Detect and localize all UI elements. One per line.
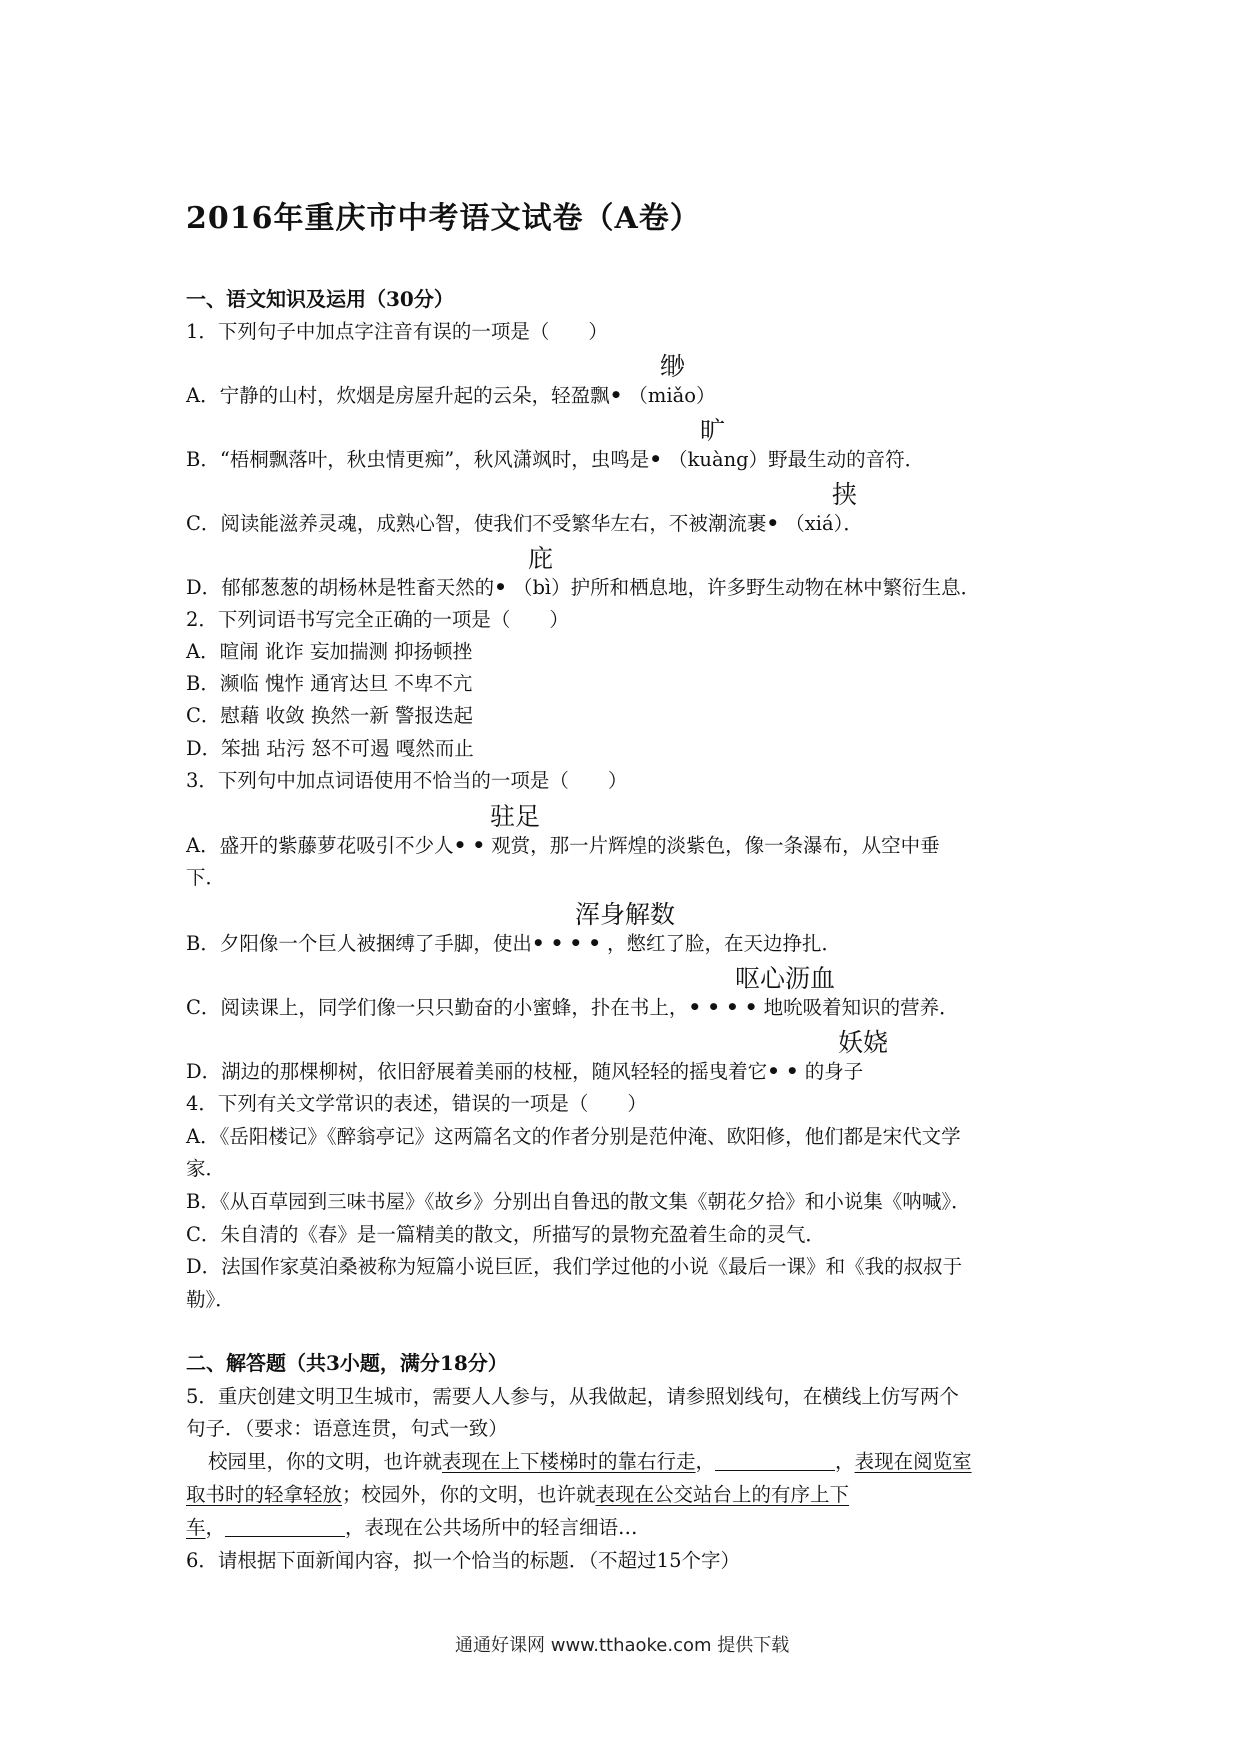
q5-comma: ， [695,1450,716,1473]
q1-a-pinyin: （miǎo） [628,384,716,407]
q1-b-text: B．“梧桐飘落叶，秋虫情更痴”，秋风潇飒时，虫鸣是 [186,448,650,471]
q4-option-d: D．法国作家莫泊桑被称为短篇小说巨匠，我们学过他的小说《最后一课》和《我的叔叔于 [186,1255,963,1278]
q2-option-d: D．笨拙 玷污 怒不可遏 嘎然而止 [186,737,474,760]
q3-a-text-end: 观赏，那一片辉煌的淡紫色，像一条瀑布，从空中垂 [491,834,940,857]
q4-option-a-cont: 家． [186,1157,226,1180]
q5-example-underline-1: 表现在上下楼梯时的靠右行走 [442,1450,696,1473]
q3-d-text-end: 的身子 [804,1060,864,1083]
q3-b-dots: •••• [531,931,607,955]
q3-b-text-end: ，憋红了脸，在天边挣扎． [606,932,841,955]
q4-option-d-cont: 勒》． [186,1288,235,1311]
q3-a-dots: •• [453,833,492,857]
q1-d-pinyin: （bì）护所和栖息地，许多野生动物在林中繁衍生息． [512,576,981,599]
q5-line-1 [208,1446,972,1474]
q3-option-a-cont: 下． [186,866,226,889]
section-heading-1: 一、语文知识及运用（30分） [186,287,454,311]
q1-b-dot: • [649,447,669,471]
q1-d-text: D．郁郁葱葱的胡杨林是牲畜天然的 [186,576,495,599]
q1-option-b [186,444,924,472]
q5-example-underline-3-cont: 车 [186,1516,206,1539]
q3-a-text: A．盛开的紫藤萝花吸引不少人 [186,834,454,857]
page-title: 2016年重庆市中考语文试卷（A卷） [186,201,701,236]
q5-text: ；校园外，你的文明，也许就 [342,1483,596,1506]
q1-a-dot: • [609,383,629,407]
q1-b-pinyin: （kuàng）野最生动的音符． [668,448,925,471]
q2-option-b: B．濒临 愧怍 通宵达旦 不卑不亢 [186,672,473,695]
q5-stem-cont: 句子．（要求：语意连贯，句式一致） [186,1417,508,1440]
q3-option-b [186,928,841,956]
q5-text: ，表现在公共场所中的轻言细语… [345,1516,638,1539]
q5-answer-blank-1[interactable] [715,1450,835,1471]
q3-c-text-end: 地吮吸着知识的营养． [763,996,959,1019]
q2-option-a: A．暄闹 讹诈 妄加揣测 抑扬顿挫 [186,640,473,663]
q3-b-text: B．夕阳像一个巨人被捆缚了手脚，使出 [186,932,532,955]
q1-d-dot: • [494,575,513,599]
footer-watermark: 通通好课网 www.tthaoke.com 提供下载 [455,1635,790,1656]
q1-option-c [186,508,863,536]
q2-option-c: C．慰藉 收敛 换然一新 警报迭起 [186,704,474,727]
q1-b-annotation: 旷 [700,416,726,445]
q5-comma: ， [835,1450,855,1473]
q3-a-annotation: 驻足 [490,802,541,831]
q4-option-c: C．朱自清的《春》是一篇精美的散文，所描写的景物充盈着生命的灵气． [186,1223,825,1246]
q3-stem: 3．下列句中加点词语使用不恰当的一项是（ ） [186,769,628,792]
q1-a-annotation: 缈 [660,352,686,381]
q3-d-text: D．湖边的那棵柳树，依旧舒展着美丽的枝桠，随风轻轻的摇曳着它 [186,1060,768,1083]
q2-stem: 2．下列词语书写完全正确的一项是（ ） [186,608,569,631]
q3-d-dots: •• [767,1059,805,1083]
q3-option-d [186,1056,863,1084]
q3-c-annotation: 呕心沥血 [735,964,836,993]
q1-stem: 1．下列句子中加点字注音有误的一项是（ ） [186,320,608,343]
q3-c-dots: •••• [688,995,764,1019]
q5-example-underline-2: 表现在阅览室 [854,1450,972,1473]
q1-option-a [186,380,715,408]
q3-b-annotation: 浑身解数 [575,900,676,929]
q1-c-text: C．阅读能滋养灵魂，成熟心智，使我们不受繁华左右，不被潮流裹 [186,512,767,535]
q3-d-annotation: 妖娆 [838,1028,889,1057]
q3-c-text: C．阅读课上，同学们像一只只勤奋的小蜜蜂，扑在书上， [186,996,689,1019]
q1-c-annotation: 挟 [832,480,858,509]
q5-text: 校园里，你的文明，也许就 [208,1450,443,1473]
q5-example-underline-2-cont: 取书时的轻拿轻放 [186,1483,343,1506]
q5-line-3 [186,1512,638,1540]
q6-stem: 6．请根据下面新闻内容，拟一个恰当的标题．（不超过15个字） [186,1549,740,1572]
q1-c-pinyin: （xiá）． [785,512,863,535]
q4-option-a: A．《岳阳楼记》《醉翁亭记》这两篇名文的作者分别是范仲淹、欧阳修，他们都是宋代文学 [186,1125,961,1148]
q4-stem: 4．下列有关文学常识的表述，错误的一项是（ ） [186,1092,647,1115]
q4-option-b: B．《从百草园到三味书屋》《故乡》分别出自鲁迅的散文集《朝花夕拾》和小说集《呐喊》． [186,1190,971,1213]
q3-option-c [186,992,959,1020]
q5-line-2 [186,1479,849,1507]
q3-option-a [186,830,940,858]
q5-answer-blank-2[interactable] [225,1516,345,1537]
q1-d-annotation: 庇 [528,544,554,573]
section-heading-2: 二、解答题（共3小题，满分18分） [186,1351,508,1375]
q1-a-text: A．宁静的山村，炊烟是房屋升起的云朵，轻盈飘 [186,384,610,407]
q5-stem: 5．重庆创建文明卫生城市，需要人人参与，从我做起，请参照划线句，在横线上仿写两个 [186,1385,959,1408]
q5-example-underline-3: 表现在公交站台上的有序上下 [595,1483,850,1506]
q1-option-d [186,572,980,600]
q5-comma: ， [205,1516,226,1539]
q1-c-dot: • [766,511,786,535]
